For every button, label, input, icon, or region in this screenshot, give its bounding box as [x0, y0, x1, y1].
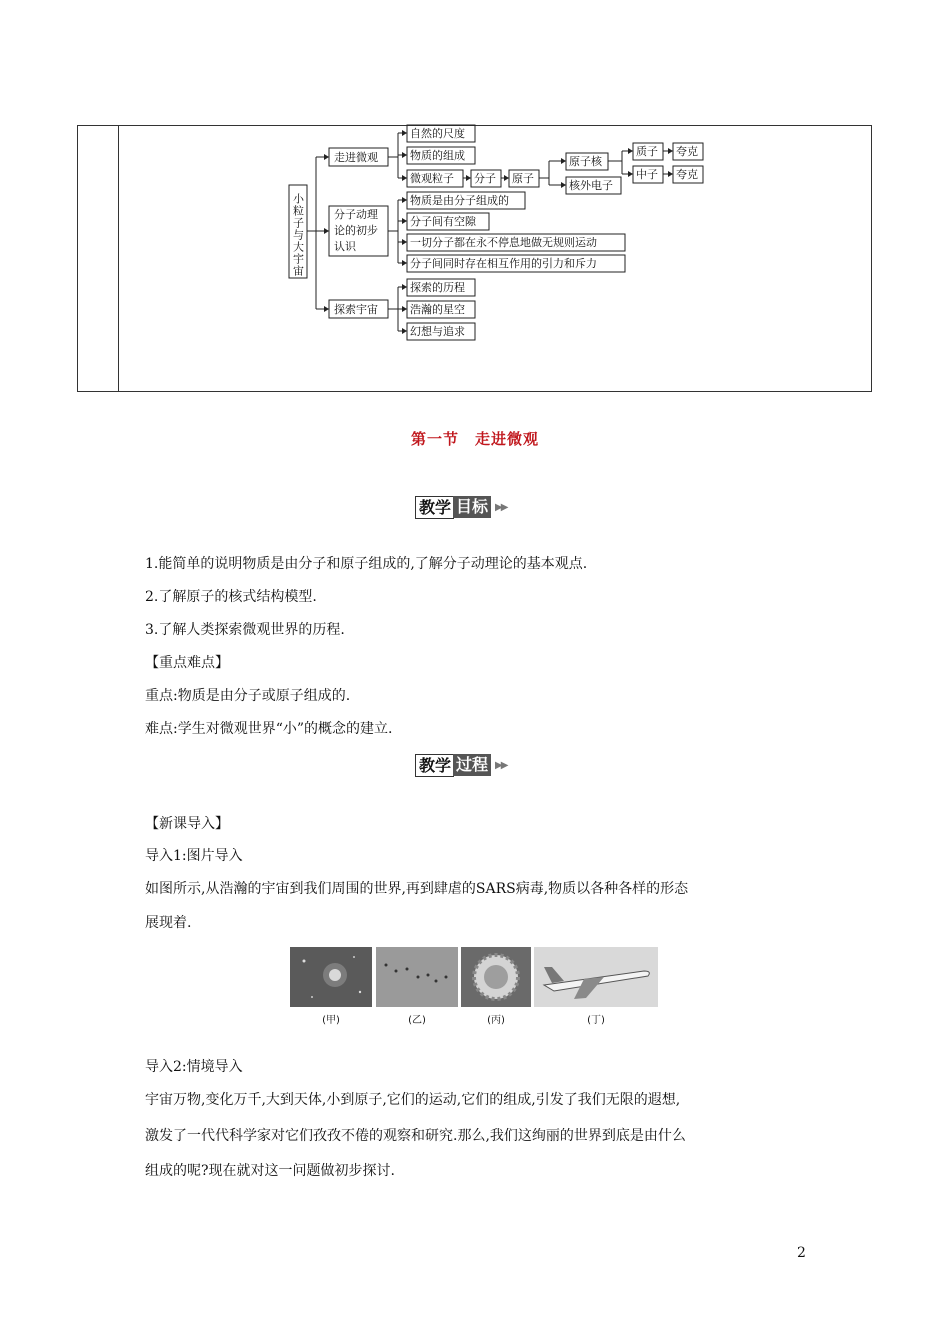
caption-d: (丁): [587, 1015, 605, 1026]
badge-goal-part1: 教学: [415, 496, 454, 519]
node-micro-particles: 微观粒子: [410, 172, 454, 185]
key-points-heading: 【重点难点】: [145, 655, 229, 671]
intro1-text-line2: 展现着.: [145, 915, 192, 931]
intro2-title: 导入2:情境导入: [145, 1059, 243, 1075]
caption-b: (乙): [408, 1015, 426, 1026]
caption-a: (甲): [322, 1015, 340, 1026]
badge-teaching-goals: [415, 495, 506, 519]
intro2-text-line2: 激发了一代代科学家对它们孜孜不倦的观察和研究.那么,我们这绚丽的世界到底是由什么: [145, 1128, 686, 1144]
caption-c: (丙): [487, 1015, 505, 1026]
node-quark-2: 夸克: [676, 168, 698, 181]
section-title: 第一节 走进微观: [410, 430, 539, 448]
branch-molecular-label-2: 论的初步: [334, 224, 378, 237]
node-history: 探索的历程: [410, 281, 465, 294]
goal-1: 1.能简单的说明物质是由分子和原子组成的,了解分子动理论的基本观点.: [145, 556, 588, 572]
goal-3: 3.了解人类探索微观世界的历程.: [145, 622, 345, 638]
node-proton: 质子: [636, 145, 658, 158]
node-quark-1: 夸克: [676, 145, 698, 158]
node-neutron: 中子: [636, 168, 658, 181]
badge-process-part2: 过程: [453, 754, 491, 776]
node-matter-composition: 物质的组成: [410, 149, 465, 162]
photo-birds: [376, 947, 458, 1007]
page-number: 2: [797, 1245, 806, 1261]
node-gaps: 分子间有空隙: [410, 215, 476, 228]
node-starry-sky: 浩瀚的星空: [410, 303, 465, 316]
node-natural-scale: 自然的尺度: [410, 127, 465, 140]
branch-molecular-label-3: 认识: [334, 240, 356, 253]
node-atom: 原子: [512, 172, 534, 185]
branch-micro-label: 走进微观: [334, 151, 378, 164]
node-motion: 一切分子都在永不停息地做无规则运动: [410, 236, 597, 249]
root-label: 小粒子与大宇宙: [291, 193, 305, 277]
photo-airplane: [534, 947, 658, 1007]
concept-map: [0, 0, 950, 400]
branch-universe-label: 探索宇宙: [334, 303, 378, 316]
node-forces: 分子间同时存在相互作用的引力和斥力: [410, 257, 597, 270]
photo-virus: [461, 947, 531, 1007]
badge-goal-part2: 目标: [453, 496, 491, 518]
badge-process-part1: 教学: [415, 754, 454, 777]
intro1-title: 导入1:图片导入: [145, 848, 243, 864]
branch-molecular-label-1: 分子动理: [334, 208, 378, 221]
double-arrow-icon: ▶▶: [495, 759, 507, 771]
node-dreams: 幻想与追求: [410, 325, 465, 338]
key-point: 重点:物质是由分子或原子组成的.: [145, 688, 351, 704]
intro2-text-line3: 组成的呢?现在就对这一问题做初步探讨.: [145, 1163, 395, 1179]
intro1-text-line1: 如图所示,从浩瀚的宇宙到我们周围的世界,再到肆虐的SARS病毒,物质以各种各样的形态: [145, 881, 689, 897]
badge-teaching-process: [415, 753, 506, 777]
goal-2: 2.了解原子的核式结构模型.: [145, 589, 317, 605]
node-matter-of-molecules: 物质是由分子组成的: [410, 194, 509, 207]
photo-galaxy: [290, 947, 372, 1007]
node-nucleus: 原子核: [569, 155, 602, 168]
difficulty-point: 难点:学生对微观世界“小”的概念的建立.: [145, 721, 393, 737]
double-arrow-icon: ▶▶: [495, 501, 507, 513]
intro-heading: 【新课导入】: [145, 816, 229, 832]
node-molecule: 分子: [474, 172, 496, 185]
node-electrons: 核外电子: [569, 179, 613, 192]
intro2-text-line1: 宇宙万物,变化万千,大到天体,小到原子,它们的运动,它们的组成,引发了我们无限的遐想,: [145, 1092, 681, 1108]
